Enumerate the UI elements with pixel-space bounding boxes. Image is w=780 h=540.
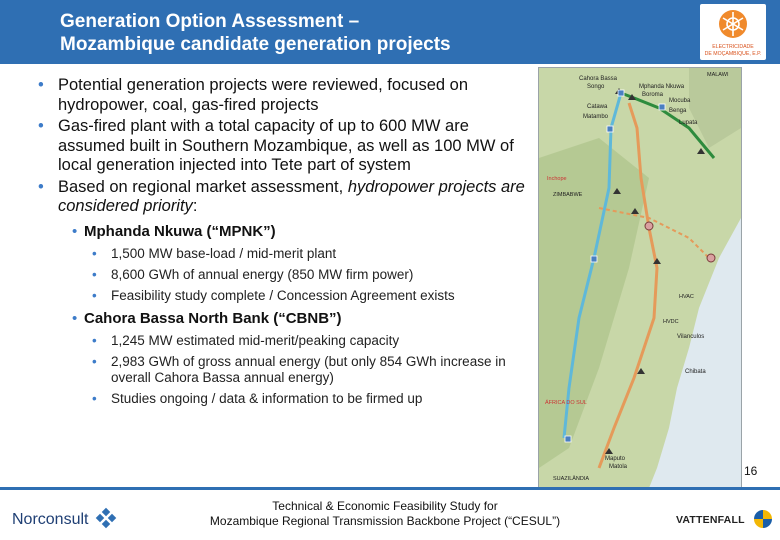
map-label: Mocuba: [669, 98, 691, 104]
substation-icon: [618, 90, 624, 96]
bullet-dot-icon: •: [38, 177, 44, 196]
project-detail: • Feasibility study complete / Concession Agreement exists: [92, 287, 455, 303]
project-detail: • 2,983 GWh of gross annual energy (but only 854 GWh increase in overall Cahora Bassa annual energy): [92, 353, 506, 385]
header-bar: [0, 0, 780, 64]
bullet-dot-icon: •: [92, 353, 97, 369]
main-bullet-list: [0, 76, 540, 217]
norconsult-logo: Norconsult: [12, 507, 117, 529]
map-label: Matambo: [583, 114, 609, 120]
slide-content: [0, 64, 540, 407]
project-detail: • Studies ongoing / data & information to be firmed up: [92, 390, 423, 406]
project-cbnb: • Cahora Bassa North Bank (“CBNB”): [72, 309, 342, 327]
map-label: HVAC: [679, 294, 694, 300]
logo-text-1: ELECTRICIDADE: [712, 44, 754, 50]
map-label: ÁFRICA DO SUL: [545, 400, 587, 406]
map-label: Inchope: [547, 176, 567, 182]
project-detail: • 8,600 GWh of annual energy (850 MW firm power): [92, 266, 414, 282]
map-label: Vilanculos: [677, 334, 705, 340]
vattenfall-logo: VATTENFALL: [676, 508, 774, 530]
map-label: Boroma: [642, 92, 664, 98]
map-label: ZIMBABWE: [553, 192, 583, 198]
map-label: HVDC: [663, 319, 679, 325]
bullet-dot-icon: •: [38, 117, 44, 135]
footer-line-2: Mozambique Regional Transmission Backbone Project (“CESUL”): [209, 514, 561, 528]
title-line-1: Generation Option Assessment –: [60, 11, 360, 32]
substation-icon: [607, 126, 613, 132]
footer-line-1: Technical & Economic Feasibility Study for: [272, 499, 498, 513]
map-label: Mphanda Nkuwa: [639, 84, 685, 90]
project-detail: • 1,500 MW base-load / mid-merit plant: [92, 245, 337, 261]
bullet-potential-projects: • Potential generation projects were reviewed, focused on hydropower, coal, gas-fired projects: [38, 76, 468, 114]
substation-icon: [659, 104, 665, 110]
title-line-2: Mozambique candidate generation projects: [60, 34, 451, 55]
project-mpnk: • Mphanda Nkuwa (“MPNK”): [72, 222, 276, 240]
bullet-regional-assessment: • Based on regional market assessment, hydropower projects are considered priority:: [38, 177, 525, 215]
substation-icon: [591, 256, 597, 262]
map-label: Catawa: [587, 104, 608, 110]
bullet-dot-icon: •: [38, 76, 44, 94]
map-label: Songo: [587, 84, 605, 90]
substation-icon: [565, 436, 571, 442]
footer-caption: [150, 499, 620, 529]
map-label: Matola: [609, 464, 628, 470]
edm-logo: [700, 4, 766, 60]
map-label: Benga: [669, 108, 687, 114]
project-detail: • 1,245 MW estimated mid-merit/peaking capacity: [92, 332, 400, 348]
bullet-dot-icon: •: [92, 245, 97, 261]
page-number: 16: [744, 464, 758, 478]
bullet-gas-fired: • Gas-fired plant with a total capacity of up to 600 MW are assumed built in Southern Mozambique, as well as 100 MW of local generation injected into Tete part of system: [38, 117, 514, 174]
norconsult-mark-icon: [95, 507, 117, 529]
map-label: Maputo: [605, 456, 626, 462]
map-label: Cahora Bassa: [579, 76, 618, 82]
bullet-dot-icon: •: [92, 332, 97, 348]
page-title: [60, 10, 451, 56]
project-list: [0, 223, 540, 407]
bullet-dot-icon: •: [72, 222, 78, 240]
node-icon: [645, 222, 653, 230]
map-label: SUAZILÂNDIA: [553, 476, 590, 482]
transmission-map: [538, 67, 742, 489]
map-label: Chibata: [685, 369, 706, 375]
node-icon: [707, 254, 715, 262]
map-label: Lupata: [679, 120, 698, 126]
bullet-dot-icon: •: [92, 287, 97, 303]
vattenfall-mark-icon: [752, 508, 774, 530]
footer-divider: [0, 487, 780, 490]
logo-text-2: DE MOÇAMBIQUE, E.P.: [704, 51, 762, 57]
bullet-dot-icon: •: [72, 309, 78, 327]
bullet-dot-icon: •: [92, 390, 97, 406]
map-label: MALAWI: [707, 72, 729, 78]
bullet-dot-icon: •: [92, 266, 97, 282]
